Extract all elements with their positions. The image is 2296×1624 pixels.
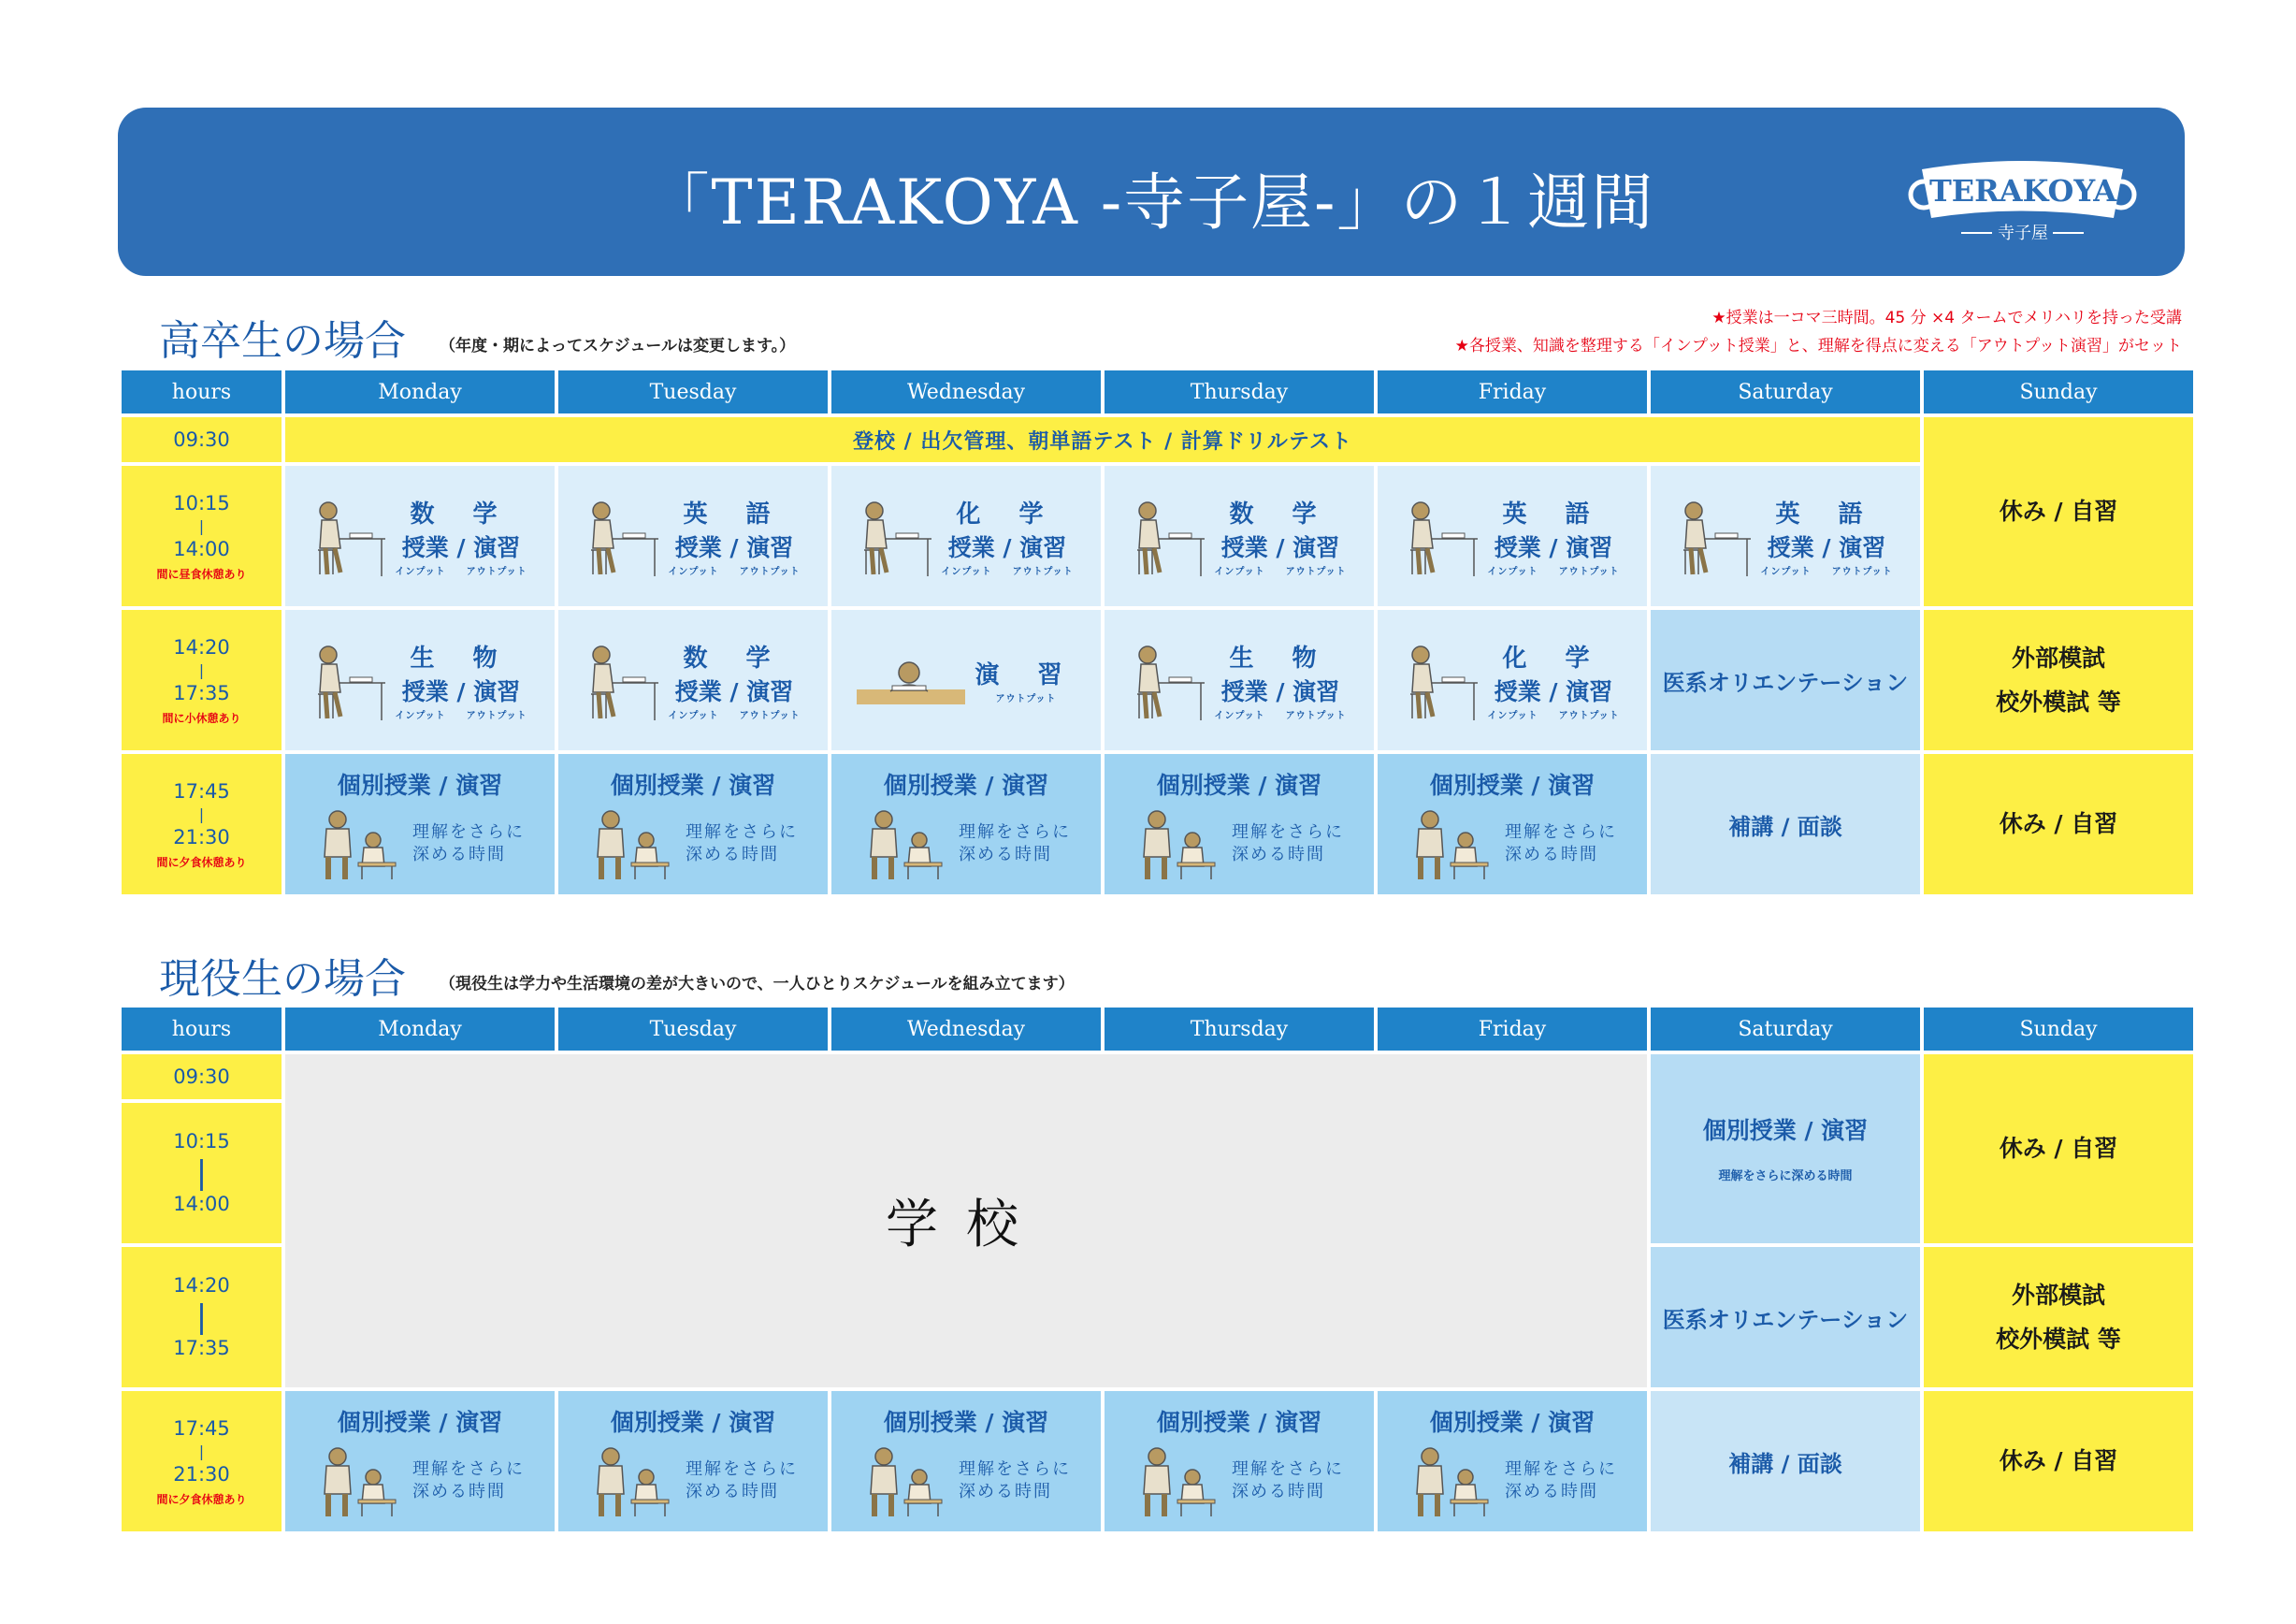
subject: 生 物	[1229, 645, 1332, 673]
practice-cell	[831, 610, 1101, 750]
header-friday: Friday	[1378, 1008, 1647, 1051]
header-saturday: Saturday	[1651, 1008, 1920, 1051]
lesson-cell	[285, 466, 555, 606]
header-wednesday: Wednesday	[831, 1008, 1101, 1051]
subject: 化 学	[1502, 645, 1605, 673]
individual-lesson-cell	[831, 754, 1101, 894]
sunday-rest	[1924, 754, 2193, 894]
grad-section-title: 高卒生の場合	[159, 317, 406, 365]
ruby: インプット アウトプット	[1214, 711, 1347, 721]
grad-row-morning	[122, 417, 2193, 462]
indiv-desc-2: 深める時間	[1505, 845, 1598, 864]
indiv-title: 個別授業 / 演習	[1429, 1409, 1596, 1436]
indiv-title: 個別授業 / 演習	[1156, 1409, 1322, 1436]
time-cell	[122, 1247, 282, 1387]
indiv-title: 個別授業 / 演習	[337, 772, 503, 799]
indiv-title: 個別授業 / 演習	[610, 1409, 776, 1436]
tutor-student-icon	[1408, 1443, 1492, 1518]
subject: 演 習	[975, 661, 1077, 689]
indiv-sub: 理解をさらに深める時間	[1718, 1169, 1853, 1183]
subject: 数 学	[1229, 500, 1332, 529]
individual-lesson-cell	[558, 1391, 828, 1531]
sunday-rest	[1924, 1054, 2193, 1243]
individual-lesson-cell	[831, 1391, 1101, 1531]
study-desk-icon	[859, 494, 933, 578]
lesson-cell	[1378, 610, 1647, 750]
study-desk-icon	[585, 638, 660, 722]
tutor-student-icon	[861, 806, 946, 881]
ruby: インプット アウトプット	[1760, 567, 1893, 577]
time-end: 17:35	[173, 1337, 230, 1359]
ruby: インプット アウトプット	[1214, 567, 1347, 577]
lesson-cell	[1105, 610, 1374, 750]
study-desk-icon	[1132, 494, 1206, 578]
time-sep: |	[198, 660, 205, 679]
practice-student-icon	[855, 652, 967, 708]
mock-label-2: 校外模試 等	[1996, 689, 2121, 716]
time-sep: |	[198, 805, 205, 823]
header-thursday: Thursday	[1105, 1008, 1374, 1051]
tutor-student-icon	[1408, 806, 1492, 881]
indiv-desc-2: 深める時間	[1232, 845, 1325, 864]
ruby: インプット アウトプット	[668, 567, 801, 577]
indiv-desc-2: 深める時間	[1232, 1482, 1325, 1501]
kind: 授業 / 演習	[1494, 678, 1613, 705]
individual-lesson-cell	[285, 754, 555, 894]
time-start: 14:20	[173, 1274, 230, 1298]
lesson-cell	[558, 466, 828, 606]
time-cell	[122, 754, 282, 894]
rest-label: 休み / 自習	[1999, 1447, 2118, 1475]
header-saturday: Saturday	[1651, 370, 1920, 413]
indiv-desc-1: 理解をさらに	[959, 1458, 1071, 1479]
indiv-desc-1: 理解をさらに	[1232, 821, 1344, 842]
rest-label: 休み / 自習	[1999, 498, 2118, 526]
header-monday: Monday	[285, 370, 555, 413]
ruby: インプット アウトプット	[1487, 711, 1620, 721]
kind: 授業 / 演習	[401, 678, 521, 705]
indiv-title: 個別授業 / 演習	[337, 1409, 503, 1436]
ruby: インプット アウトプット	[941, 567, 1074, 577]
subject: 数 学	[410, 500, 513, 529]
tutor-student-icon	[315, 806, 399, 881]
header-sunday: Sunday	[1924, 370, 2193, 413]
current-row-4	[122, 1391, 2193, 1531]
time-start: 10:15	[173, 492, 230, 515]
indiv-desc-1: 理解をさらに	[686, 1458, 798, 1479]
study-desk-icon	[1132, 638, 1206, 722]
terakoya-logo	[1903, 152, 2142, 246]
lesson-cell	[831, 466, 1101, 606]
indiv-title: 個別授業 / 演習	[883, 772, 1049, 799]
grad-row-2	[122, 466, 2193, 606]
study-desk-icon	[312, 638, 387, 722]
indiv-desc-1: 理解をさらに	[412, 1458, 525, 1479]
kind: 授業 / 演習	[674, 534, 794, 561]
svg-text:寺子屋: 寺子屋	[1998, 224, 2048, 243]
tutor-student-icon	[1134, 806, 1219, 881]
indiv-desc-1: 理解をさらに	[959, 821, 1071, 842]
subject: 数 学	[683, 645, 786, 673]
sunday-rest	[1924, 1391, 2193, 1531]
mock-exam-cell	[1924, 610, 2193, 750]
study-desk-icon	[1678, 494, 1753, 578]
individual-lesson-cell	[285, 1391, 555, 1531]
indiv-desc-1: 理解をさらに	[412, 821, 525, 842]
header-tuesday: Tuesday	[558, 370, 828, 413]
study-desk-icon	[1405, 638, 1480, 722]
time-cell	[122, 1391, 282, 1531]
lesson-cell	[285, 610, 555, 750]
lesson-cell	[1651, 466, 1920, 606]
time-start: 10:15	[173, 1130, 230, 1153]
time-sep: |	[195, 1298, 208, 1336]
indiv-desc-2: 深める時間	[959, 845, 1052, 864]
svg-text:TERAKOYA: TERAKOYA	[1928, 173, 2117, 209]
header-hours: hours	[122, 370, 282, 413]
mock-exam-cell	[1924, 1247, 2193, 1387]
kind: 授業 / 演習	[674, 678, 794, 705]
indiv-title: 個別授業 / 演習	[1156, 772, 1322, 799]
school-block: 学校	[285, 1054, 1647, 1387]
indiv-desc-1: 理解をさらに	[1505, 821, 1617, 842]
indiv-desc-2: 深める時間	[1505, 1482, 1598, 1501]
title-banner	[118, 108, 2185, 276]
tutor-student-icon	[315, 1443, 399, 1518]
ruby: インプット アウトプット	[395, 567, 527, 577]
individual-lesson-cell	[1378, 1391, 1647, 1531]
indiv-desc-1: 理解をさらに	[1232, 1458, 1344, 1479]
grad-row-4	[122, 754, 2193, 894]
header-wednesday: Wednesday	[831, 370, 1101, 413]
rest-label: 休み / 自習	[1999, 810, 2118, 838]
lesson-cell	[1105, 466, 1374, 606]
header-sunday: Sunday	[1924, 1008, 2193, 1051]
tutor-student-icon	[861, 1443, 946, 1518]
tutor-student-icon	[1134, 1443, 1219, 1518]
subject: 英 語	[1502, 500, 1605, 529]
current-header-row	[122, 1008, 2193, 1051]
kind: 授業 / 演習	[947, 534, 1067, 561]
time-start: 17:45	[173, 780, 230, 804]
indiv-desc-2: 深める時間	[412, 1482, 506, 1501]
indiv-desc-2: 深める時間	[686, 845, 779, 864]
indiv-desc-2: 深める時間	[686, 1482, 779, 1501]
indiv-desc-2: 深める時間	[412, 845, 506, 864]
time-end: 21:30	[173, 1462, 230, 1486]
medical-orientation: 医系オリエンテーション	[1651, 610, 1920, 750]
time-start: 14:20	[173, 636, 230, 660]
lesson-cell	[1378, 466, 1647, 606]
subject: 化 学	[956, 500, 1059, 529]
tutor-student-icon	[588, 806, 672, 881]
individual-lesson-cell	[1378, 754, 1647, 894]
grad-schedule-table	[118, 367, 2197, 898]
grad-section-note: （年度・期によってスケジュールは変更します。）	[440, 337, 796, 355]
header-hours: hours	[122, 1008, 282, 1051]
kind: 授業 / 演習	[401, 534, 521, 561]
grad-header-row	[122, 370, 2193, 413]
ruby: インプット アウトプット	[1487, 567, 1620, 577]
time-cell: 09:30	[122, 417, 282, 462]
individual-lesson-cell	[558, 754, 828, 894]
page-title: 「TERAKOYA ‐寺子屋‐」の１週間	[647, 167, 1655, 239]
time-end: 14:00	[173, 1193, 230, 1215]
lesson-cell	[558, 610, 828, 750]
medical-orientation: 医系オリエンテーション	[1651, 1247, 1920, 1387]
kind: 授業 / 演習	[1220, 678, 1340, 705]
study-desk-icon	[312, 494, 387, 578]
header-friday: Friday	[1378, 370, 1647, 413]
rest-label: 休み / 自習	[1999, 1135, 2118, 1163]
time-cell: 09:30	[122, 1054, 282, 1099]
header-monday: Monday	[285, 1008, 555, 1051]
current-section-note: （現役生は学力や生活環境の差が大きいので、一人ひとりスケジュールを組み立てます）	[440, 975, 1075, 993]
break-note: 間に小休憩あり	[162, 712, 241, 726]
kind: 授業 / 演習	[1494, 534, 1613, 561]
mock-label-1: 外部模試	[2011, 644, 2105, 672]
sunday-rest	[1924, 417, 2193, 606]
indiv-title: 個別授業 / 演習	[1429, 772, 1596, 799]
time-end: 17:35	[173, 681, 230, 704]
mock-label-1: 外部模試	[2011, 1281, 2105, 1309]
ruby: インプット アウトプット	[395, 711, 527, 721]
study-desk-icon	[1405, 494, 1480, 578]
mock-label-2: 校外模試 等	[1996, 1326, 2121, 1353]
header-tuesday: Tuesday	[558, 1008, 828, 1051]
tutor-student-icon	[588, 1443, 672, 1518]
ruby: アウトプット	[995, 694, 1057, 704]
supplementary-cell: 補講 / 面談	[1651, 1391, 1920, 1531]
break-note: 間に昼食休憩あり	[156, 568, 247, 582]
time-sep: |	[198, 1442, 205, 1460]
note-line-1: ★授業は一コマ三時間。45 分 ×4 タームでメリハリを持った受講	[1711, 309, 2182, 327]
current-schedule-table	[118, 1004, 2197, 1535]
indiv-title: 個別授業 / 演習	[610, 772, 776, 799]
supplementary-cell: 補講 / 面談	[1651, 754, 1920, 894]
time-sep: |	[198, 516, 205, 535]
time-cell	[122, 1103, 282, 1243]
indiv-desc-1: 理解をさらに	[686, 821, 798, 842]
subject: 英 語	[1775, 500, 1878, 529]
break-note: 間に夕食休憩あり	[156, 1493, 247, 1507]
header-thursday: Thursday	[1105, 370, 1374, 413]
time-end: 21:30	[173, 825, 230, 848]
time-cell	[122, 466, 282, 606]
break-note: 間に夕食休憩あり	[156, 856, 247, 870]
time-start: 17:45	[173, 1417, 230, 1441]
current-section-title: 現役生の場合	[159, 955, 406, 1003]
subject: 英 語	[683, 500, 786, 529]
saturday-individual	[1651, 1054, 1920, 1243]
indiv-desc-2: 深める時間	[959, 1482, 1052, 1501]
time-cell	[122, 610, 282, 750]
individual-lesson-cell	[1105, 1391, 1374, 1531]
study-desk-icon	[585, 494, 660, 578]
note-line-2: ★各授業、知識を整理する「インプット授業」と、理解を得点に変える「アウトプット演習」がセット	[1454, 337, 2182, 355]
grad-row-3	[122, 610, 2193, 750]
indiv-desc-1: 理解をさらに	[1505, 1458, 1617, 1479]
indiv-title: 個別授業 / 演習	[1702, 1117, 1869, 1144]
subject: 生 物	[410, 645, 513, 673]
ruby: インプット アウトプット	[668, 711, 801, 721]
indiv-title: 個別授業 / 演習	[883, 1409, 1049, 1436]
time-end: 14:00	[173, 537, 230, 560]
kind: 授業 / 演習	[1767, 534, 1886, 561]
individual-lesson-cell	[1105, 754, 1374, 894]
current-row-1	[122, 1054, 2193, 1099]
kind: 授業 / 演習	[1220, 534, 1340, 561]
morning-routine: 登校 / 出欠管理、朝単語テスト / 計算ドリルテスト	[285, 417, 1920, 462]
time-sep: |	[195, 1154, 208, 1192]
